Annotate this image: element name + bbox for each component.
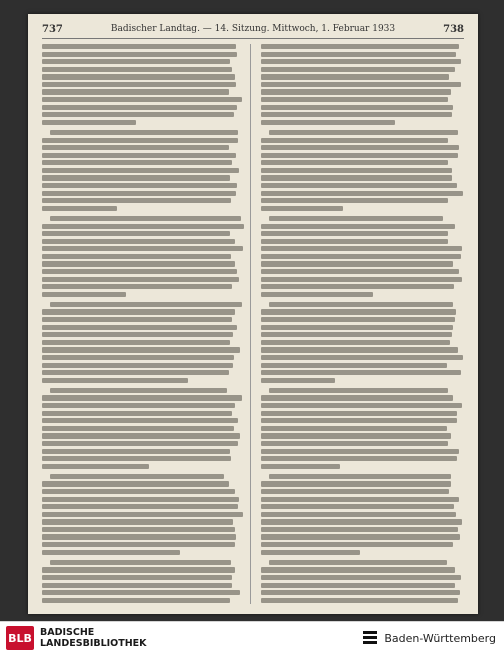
text-line [261,449,459,454]
text-line [42,89,229,94]
text-line [261,512,456,517]
text-line [42,269,237,274]
text-line [269,302,453,307]
text-line [261,284,454,289]
text-line [261,198,448,203]
text-line [42,534,236,539]
text-line [42,598,230,603]
text-line [261,67,455,72]
text-line [50,560,231,565]
text-line [261,519,462,524]
text-line [42,542,235,547]
text-line [261,418,457,423]
text-line [42,52,237,57]
text-line [261,44,459,49]
text-line [261,168,452,173]
text-line [261,403,462,408]
text-line [42,145,229,150]
blb-logo[interactable] [0,626,147,650]
text-line [42,97,242,102]
text-line [50,130,237,135]
text-line [42,74,235,79]
text-line [50,216,241,221]
text-line [261,309,456,314]
text-line [261,206,343,211]
text-line [261,504,454,509]
text-line [42,292,126,297]
text-line [261,292,373,297]
text-line [42,411,232,416]
text-line [42,403,235,408]
text-line [261,145,459,150]
text-line [42,370,229,375]
text-line [42,504,238,509]
text-line [42,583,232,588]
text-line [261,120,395,125]
text-line [261,489,449,494]
text-line [42,426,234,431]
page-header [42,20,464,38]
blb-line-1: BADISCHE [40,627,95,638]
text-line [269,216,442,221]
text-line [42,231,230,236]
text-line [42,317,232,322]
text-line [261,567,455,572]
text-line [261,52,456,57]
text-line [261,441,448,446]
text-line [261,481,451,486]
text-line [42,120,136,125]
text-line [42,527,235,532]
text-line [261,231,448,236]
text-line [42,456,231,461]
text-line [269,560,447,565]
text-line [42,168,239,173]
bw-logo[interactable] [361,629,504,647]
left-column-text [42,44,251,604]
blb-logo-text [40,627,147,649]
library-footer [0,621,504,654]
text-line [261,254,461,259]
text-line [42,464,149,469]
text-line [42,363,233,368]
text-line [42,153,236,158]
page-number-right: 738 [443,23,464,35]
text-line [261,160,448,165]
right-column-text [261,44,464,604]
text-line [261,527,458,532]
blb-line-2: LANDESBIBLIOTHEK [40,638,147,649]
text-line [261,363,447,368]
text-line [261,332,452,337]
text-line [261,590,460,595]
text-columns [42,44,464,604]
bw-lion-icon [361,629,379,647]
text-line [261,340,450,345]
text-line [42,550,180,555]
text-line [42,395,242,400]
text-line [261,456,457,461]
text-line [42,449,230,454]
text-line [42,82,236,87]
text-line [42,277,239,282]
text-line [42,44,236,49]
text-line [261,74,449,79]
text-line [42,567,235,572]
text-line [42,284,232,289]
text-line [50,388,227,393]
text-line [261,89,451,94]
text-line [269,474,451,479]
text-line [261,153,458,158]
text-line [261,317,455,322]
text-line [261,347,458,352]
text-line [42,112,234,117]
text-line [42,481,229,486]
text-line [42,67,232,72]
text-line [42,183,237,188]
text-line [261,598,458,603]
text-line [50,302,242,307]
text-line [261,550,360,555]
text-line [42,340,230,345]
text-line [261,583,455,588]
text-line [261,105,453,110]
text-line [42,138,238,143]
text-line [42,325,237,330]
text-line [261,59,461,64]
text-line [261,138,448,143]
text-line [42,418,238,423]
text-line [269,130,458,135]
text-line [42,590,240,595]
text-line [42,59,230,64]
text-line [261,191,463,196]
text-line [42,347,240,352]
header-rule [42,38,464,39]
text-line [42,206,117,211]
text-line [261,224,455,229]
bw-logo-text: Baden-Württemberg [384,631,496,645]
text-line [42,246,243,251]
text-line [42,512,243,517]
text-line [261,82,461,87]
text-line [261,183,457,188]
text-line [261,433,451,438]
blb-logo-mark: BLB [6,626,34,650]
text-line [42,105,237,110]
text-line [269,388,447,393]
text-line [261,370,461,375]
text-line [42,355,234,360]
text-line [261,112,452,117]
text-line [42,575,232,580]
text-line [42,224,244,229]
text-line [42,191,236,196]
text-line [261,411,457,416]
text-line [261,426,447,431]
page-number-left: 737 [42,23,63,35]
text-line [42,309,235,314]
text-line [261,378,335,383]
text-line [261,246,462,251]
text-line [261,175,452,180]
text-line [261,395,453,400]
text-line [42,175,230,180]
text-line [261,497,459,502]
text-line [42,239,235,244]
text-line [42,261,235,266]
text-line [42,160,232,165]
text-line [42,433,240,438]
text-line [261,277,462,282]
text-line [50,474,224,479]
text-line [42,519,233,524]
text-line [42,254,231,259]
text-line [42,332,233,337]
text-line [261,325,453,330]
text-line [261,97,448,102]
text-line [261,575,461,580]
text-line [42,497,239,502]
text-line [42,441,238,446]
text-line [261,261,453,266]
text-line [42,489,235,494]
running-title: Badischer Landtag. — 14. Sitzung. Mittwoch, 1. Februar 1933 [110,24,396,34]
text-line [261,464,340,469]
newspaper-page [28,14,478,614]
text-line [42,198,231,203]
text-line [261,239,448,244]
text-line [261,542,453,547]
text-line [261,534,460,539]
text-line [42,378,188,383]
text-line [261,269,459,274]
text-line [261,355,463,360]
